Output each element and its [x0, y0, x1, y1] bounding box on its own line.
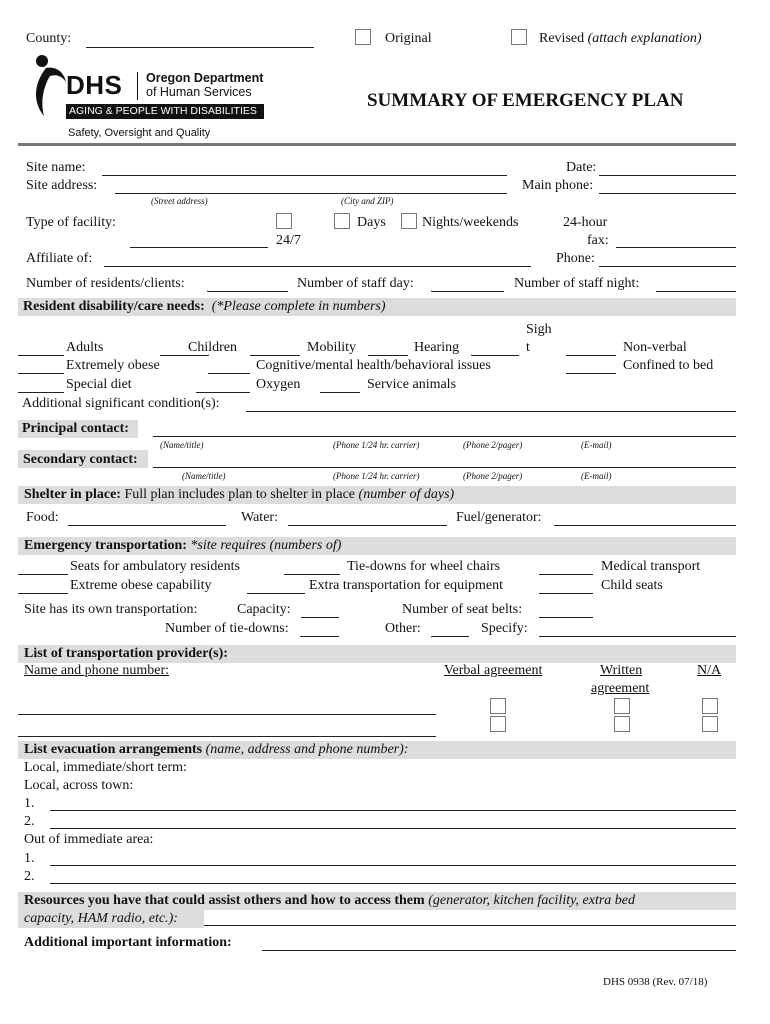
date-field[interactable] [599, 175, 736, 176]
across-town-item-1: 1. [24, 796, 35, 811]
principal-contact-label: Principal contact: [22, 421, 129, 436]
cognitive-label: Cognitive/mental health/behavioral issues [256, 358, 491, 373]
nights-checkbox[interactable] [401, 213, 417, 229]
confined-label: Confined to bed [623, 358, 714, 373]
nights-label: Nights/weekends [422, 215, 519, 230]
date-label: Date: [566, 160, 597, 175]
form-id: DHS 0938 (Rev. 07/18) [603, 976, 708, 988]
hour24-label: 24/7 [276, 233, 301, 248]
residents-label: Number of residents/clients: [26, 276, 185, 291]
street-hint: (Street address) [151, 196, 208, 206]
staff-night-label: Number of staff night: [514, 276, 640, 291]
secondary-contact-field[interactable] [153, 467, 736, 468]
fax-field[interactable] [616, 247, 736, 248]
capacity-label: Capacity: [237, 602, 291, 617]
city-hint: (City and ZIP) [341, 196, 394, 206]
principal-email-hint: (E-mail) [581, 440, 612, 450]
children-label: Children [188, 340, 237, 355]
written-agreement-header-1: Written [600, 663, 643, 678]
fuel-label: Fuel/generator: [456, 510, 542, 525]
provider-name-field-1[interactable] [18, 714, 436, 715]
secondary-phone1-hint: (Phone 1/24 hr. carrier) [333, 471, 420, 481]
fax-label-line2: fax: [587, 233, 609, 248]
additional-conditions-field[interactable] [246, 411, 736, 412]
num-tiedowns-label: Number of tie-downs: [165, 621, 289, 636]
secondary-name-hint: (Name/title) [182, 471, 226, 481]
provider2-written-checkbox[interactable] [614, 716, 630, 732]
na-header: N/A [697, 663, 722, 678]
transport-heading: Emergency transportation: *site requires (numbers of) [24, 538, 342, 553]
seat-belts-field[interactable] [539, 617, 593, 618]
org-line-1: Oregon Department [146, 71, 264, 85]
provider2-na-checkbox[interactable] [702, 716, 718, 732]
own-transport-label: Site has its own transportation: [24, 602, 198, 617]
county-field[interactable] [86, 47, 314, 48]
confined-field[interactable] [566, 373, 616, 374]
residents-field[interactable] [207, 291, 288, 292]
across-town-field-2[interactable] [50, 828, 736, 829]
obese-field[interactable] [18, 373, 64, 374]
child-seats-label: Child seats [601, 578, 663, 593]
provider-name-field-2[interactable] [18, 736, 436, 737]
out-of-area-field-1[interactable] [50, 865, 736, 866]
main-phone-field[interactable] [599, 193, 736, 194]
facility-type-field[interactable] [130, 247, 268, 248]
secondary-phone2-hint: (Phone 2/pager) [463, 471, 523, 481]
medical-label: Medical transport [601, 559, 701, 574]
provider1-na-checkbox[interactable] [702, 698, 718, 714]
staff-day-label: Number of staff day: [297, 276, 414, 291]
food-field[interactable] [68, 525, 226, 526]
sight-field[interactable] [471, 355, 519, 356]
obese-label: Extremely obese [66, 358, 160, 373]
logo-divider [137, 72, 138, 100]
principal-phone2-hint: (Phone 2/pager) [463, 440, 523, 450]
site-name-field[interactable] [102, 175, 507, 176]
across-town-item-2: 2. [24, 814, 35, 829]
child-seats-field[interactable] [539, 593, 593, 594]
principal-contact-field[interactable] [153, 436, 736, 437]
verbal-agreement-header: Verbal agreement [444, 663, 543, 678]
sight-label-part1: Sigh [526, 322, 552, 337]
out-of-area-label: Out of immediate area: [24, 832, 154, 847]
revised-label: Revised (attach explanation) [539, 31, 702, 46]
secondary-email-hint: (E-mail) [581, 471, 612, 481]
principal-phone1-hint: (Phone 1/24 hr. carrier) [333, 440, 420, 450]
days-checkbox[interactable] [334, 213, 350, 229]
out-of-area-item-1: 1. [24, 851, 35, 866]
mobility-label: Mobility [307, 340, 357, 355]
revised-checkbox[interactable] [511, 29, 527, 45]
out-of-area-field-2[interactable] [50, 883, 736, 884]
shelter-heading: Shelter in place: Full plan includes plan to shelter in place (number of days) [24, 487, 455, 502]
resources-field[interactable] [204, 925, 736, 926]
nonverbal-label: Non-verbal [623, 340, 687, 355]
specify-field[interactable] [539, 636, 736, 637]
cognitive-field[interactable] [208, 373, 250, 374]
affiliate-label: Affiliate of: [26, 251, 93, 266]
site-address-label: Site address: [26, 178, 98, 193]
days-label: Days [357, 215, 386, 230]
site-address-field[interactable] [115, 193, 507, 194]
header-rule [18, 143, 736, 146]
org-line-2: of Human Services [146, 85, 252, 99]
obese-capability-field[interactable] [18, 593, 68, 594]
service-animals-field[interactable] [320, 392, 360, 393]
local-short-term-label: Local, immediate/short term: [24, 760, 187, 775]
diet-field[interactable] [18, 392, 64, 393]
principal-name-hint: (Name/title) [160, 440, 204, 450]
tiedowns-field[interactable] [284, 574, 340, 575]
adults-field[interactable] [18, 355, 64, 356]
county-label: County: [26, 31, 72, 46]
other-label: Other: [385, 621, 421, 636]
original-checkbox[interactable] [355, 29, 371, 45]
tiedowns-label: Tie-downs for wheel chairs [347, 559, 501, 574]
fax-label-line1: 24-hour [563, 215, 608, 230]
additional-conditions-label: Additional significant condition(s): [22, 396, 220, 411]
water-label: Water: [241, 510, 278, 525]
division-banner: AGING & PEOPLE WITH DISABILITIES [66, 104, 264, 119]
fuel-field[interactable] [554, 525, 736, 526]
seats-label: Seats for ambulatory residents [70, 559, 240, 574]
diet-label: Special diet [66, 377, 132, 392]
local-across-town-label: Local, across town: [24, 778, 134, 793]
dhs-logo-text: DHS [66, 70, 123, 100]
extra-transport-label: Extra transportation for equipment [309, 578, 503, 593]
service-animals-label: Service animals [367, 377, 457, 392]
hearing-label: Hearing [414, 340, 460, 355]
provider2-verbal-checkbox[interactable] [490, 716, 506, 732]
provider1-verbal-checkbox[interactable] [490, 698, 506, 714]
staff-night-field[interactable] [656, 291, 736, 292]
provider1-written-checkbox[interactable] [614, 698, 630, 714]
main-phone-label: Main phone: [522, 178, 594, 193]
oxygen-label: Oxygen [256, 377, 301, 392]
seat-belts-label: Number of seat belts: [402, 602, 523, 617]
staff-day-field[interactable] [431, 291, 504, 292]
seats-field[interactable] [18, 574, 68, 575]
resources-note-line2: capacity, HAM radio, etc.): [24, 911, 178, 926]
out-of-area-item-2: 2. [24, 869, 35, 884]
written-agreement-header-2: agreement [591, 681, 650, 696]
facility-type-label: Type of facility: [26, 215, 116, 230]
sight-label-part2: t [526, 340, 530, 355]
medical-field[interactable] [539, 574, 593, 575]
additional-info-label: Additional important information: [24, 935, 232, 950]
hearing-field[interactable] [368, 355, 408, 356]
phone-field[interactable] [599, 266, 736, 267]
needs-heading: Resident disability/care needs: (*Please complete in numbers) [23, 299, 386, 314]
food-label: Food: [26, 510, 59, 525]
hour24-checkbox[interactable] [276, 213, 292, 229]
oxygen-field[interactable] [196, 392, 250, 393]
resources-heading: Resources you have that could assist others and how to access them (generator, kitchen facility, extra bed [24, 893, 636, 908]
mobility-field[interactable] [250, 355, 300, 356]
phone-label: Phone: [556, 251, 595, 266]
across-town-field-1[interactable] [50, 810, 736, 811]
unit-name: Safety, Oversight and Quality [68, 127, 211, 139]
obese-capability-label: Extreme obese capability [70, 578, 212, 593]
original-label: Original [385, 31, 432, 46]
other-field[interactable] [431, 636, 469, 637]
name-phone-label: Name and phone number: [24, 663, 170, 678]
water-field[interactable] [288, 525, 447, 526]
extra-transport-field[interactable] [247, 593, 305, 594]
nonverbal-field[interactable] [566, 355, 616, 356]
additional-info-field[interactable] [262, 950, 736, 951]
num-tiedowns-field[interactable] [300, 636, 339, 637]
secondary-contact-label: Secondary contact: [23, 452, 138, 467]
evacuation-heading: List evacuation arrangements (name, address and phone number): [24, 742, 409, 757]
adults-label: Adults [66, 340, 104, 355]
page-title: SUMMARY OF EMERGENCY PLAN [367, 90, 684, 111]
affiliate-field[interactable] [104, 266, 531, 267]
site-name-label: Site name: [26, 160, 86, 175]
specify-label: Specify: [481, 621, 528, 636]
providers-heading: List of transportation provider(s): [24, 646, 228, 661]
capacity-field[interactable] [301, 617, 339, 618]
